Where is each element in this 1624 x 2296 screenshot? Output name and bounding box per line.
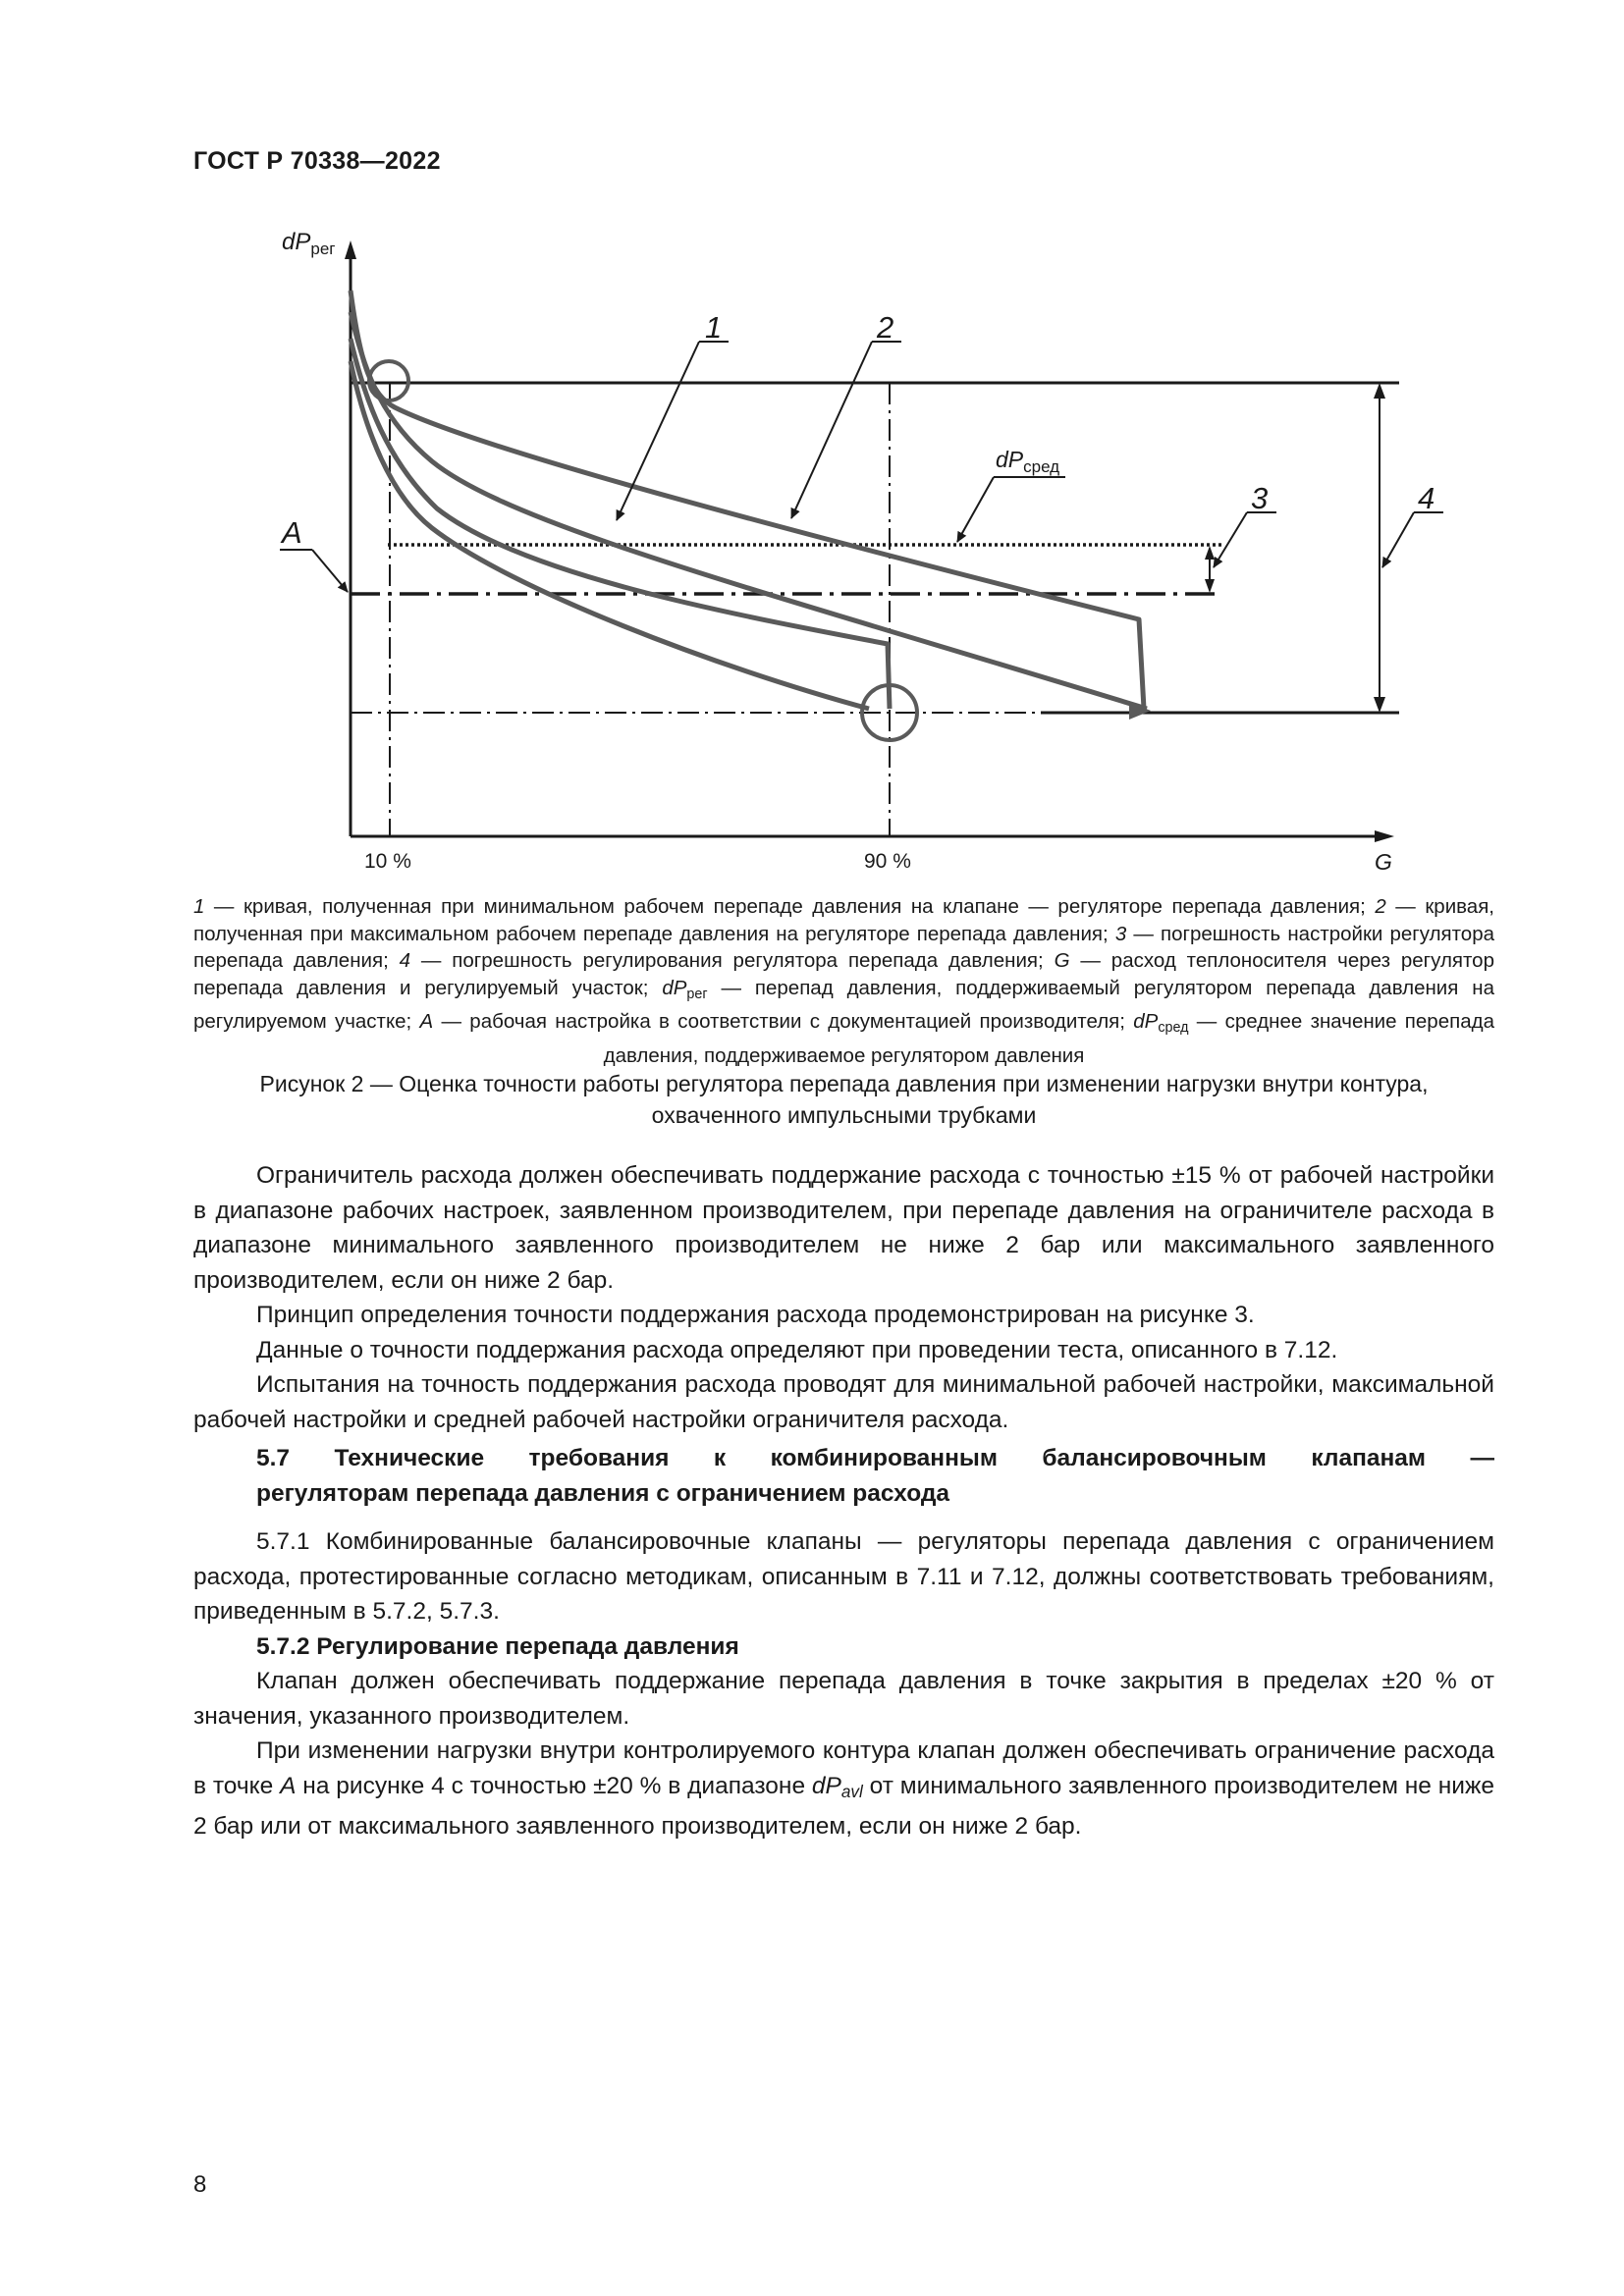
paragraph-tests: Испытания на точность поддержания расхода проводят для минимальной рабочей настройки, максимальной рабочей настройки и средней рабочей настройки ограничителя расхода. <box>193 1371 1494 1433</box>
p572b-dpavl: dP <box>811 1772 841 1799</box>
p572b-dpavl-sub: avl <box>840 1781 863 1801</box>
dpsred-label-sub: сред <box>1023 457 1060 476</box>
dpsred-label <box>996 447 1059 476</box>
p572b-part-3: от минимального заявленного производителем не ниже 2 бар или от максимального заявленного производителем, если он ниже 2 бар. <box>193 1772 1494 1840</box>
p572b-point-A: A <box>280 1772 297 1799</box>
p572b-part-1: При изменении нагрузки внутри контролируемого контура клапан должен обеспечивать ограничение расхода в точке <box>193 1737 1494 1799</box>
figure-legend <box>193 893 1494 1069</box>
legend-text-G: — расход теплоносителя через регулятор перепада давления и регулируемый участок; <box>193 949 1494 999</box>
curve-outer <box>351 291 1144 709</box>
leader-4 <box>1382 512 1414 567</box>
figure-2 <box>0 0 1624 883</box>
page-number: 8 <box>193 2171 207 2198</box>
dim-3-arrow-top <box>1205 546 1215 560</box>
section-5-7-heading-line-2: регуляторам перепада давления с ограничением расхода <box>256 1479 950 1507</box>
legend-key-2: 2 <box>1375 895 1386 918</box>
dim-4-arrow-bot <box>1374 697 1385 713</box>
paragraph-accuracy-data: Данные о точности поддержания расхода определяют при проведении теста, описанного в 7.12. <box>256 1336 1338 1363</box>
x-axis-label: G <box>1375 849 1392 875</box>
legend-text-2: — кривая, полученная при максимальном рабочем перепаде давления на регуляторе перепада давления; <box>193 895 1495 945</box>
legend-text-4: — погрешность регулирования регулятора перепада давления; <box>410 949 1055 972</box>
leader-2 <box>791 342 872 518</box>
paragraph-5-7-1: 5.7.1 Комбинированные балансировочные клапаны — регуляторы перепада давления с ограничением расхода, протестированные согласно методикам, описанным в 7.11 и 7.12, должны соответствовать требованиям, приведенным в 5.7.2, 5.7.3. <box>193 1528 1494 1625</box>
section-5-7-2-heading: 5.7.2 Регулирование перепада давления <box>256 1632 739 1660</box>
dpsred-label-main: dP <box>996 447 1024 472</box>
legend-key-G: G <box>1054 949 1070 972</box>
legend-key-4: 4 <box>399 949 411 972</box>
paragraph-5-7-2-b <box>193 1734 1494 1844</box>
caption-line-2: охваченного импульсными трубками <box>651 1102 1037 1128</box>
label-A: A <box>282 515 302 550</box>
legend-key-dpsred: dP <box>1133 1010 1159 1033</box>
dim-4-arrow-top <box>1374 383 1385 399</box>
legend-key-1: 1 <box>193 895 205 918</box>
leader-A <box>312 550 348 592</box>
x-tick-90: 90 % <box>864 850 911 873</box>
label-3: 3 <box>1251 481 1269 515</box>
leader-3 <box>1214 512 1247 567</box>
section-5-7-heading <box>193 1441 1494 1511</box>
dim-3-arrow-bot <box>1205 579 1215 593</box>
y-axis-arrow <box>345 240 356 259</box>
figure-caption <box>193 1068 1494 1131</box>
y-axis-label-main: dP <box>282 229 311 255</box>
x-axis-arrow <box>1375 830 1394 842</box>
legend-key-dpreg: dP <box>662 976 687 999</box>
y-axis-label <box>282 229 335 258</box>
figure-2-diagram <box>0 0 1624 883</box>
legend-text-dpreg: — перепад давления, поддерживаемый регулятором перепада давления на регулируемом участке; <box>193 976 1494 1033</box>
caption-line-1: Рисунок 2 — Оценка точности работы регулятора перепада давления при изменении нагрузки внутри контура, <box>259 1071 1429 1096</box>
leader-dpsred <box>957 477 994 542</box>
legend-key-dpsred-sub: сред <box>1158 1020 1189 1036</box>
body-text <box>193 1158 1494 1844</box>
curve-second <box>351 312 1147 709</box>
document-header: ГОСТ Р 70338—2022 <box>193 147 441 175</box>
label-1: 1 <box>705 310 723 345</box>
y-axis-label-sub: рег <box>310 240 336 258</box>
legend-key-A: A <box>419 1010 434 1033</box>
p572b-part-2: на рисунке 4 с точностью ±20 % в диапазоне <box>296 1772 812 1799</box>
paragraph-principle: Принцип определения точности поддержания расхода продемонстрирован на рисунке 3. <box>256 1302 1255 1328</box>
paragraph-flow-limiter: Ограничитель расхода должен обеспечивать поддержание расхода с точностью ±15 % от рабочей настройки в диапазоне рабочих настроек, заявленном производителем, при перепаде давления на ограничителе расхода в диапазоне минимального заявленного производителем не ниже 2 бар или максимального заявленного производителем, если он ниже 2 бар. <box>193 1162 1494 1294</box>
curve-inner <box>351 361 869 709</box>
legend-key-dpreg-sub: рег <box>686 986 708 1002</box>
x-tick-10: 10 % <box>364 850 411 873</box>
legend-text-dpsred: — среднее значение перепада давления, поддерживаемое регулятором давления <box>603 1010 1494 1067</box>
section-5-7-heading-line-1: 5.7 Технические требования к комбинированным балансировочным клапанам — <box>256 1445 1494 1471</box>
label-2: 2 <box>877 310 894 345</box>
paragraph-5-7-2-a: Клапан должен обеспечивать поддержание перепада давления в точке закрытия в пределах ±20 % от значения, указанного производителем. <box>193 1668 1494 1730</box>
legend-text-1: — кривая, полученная при минимальном рабочем перепаде давления на клапане — регуляторе перепада давления; <box>204 895 1376 918</box>
legend-text-3: — погрешность настройки регулятора перепада давления; <box>193 922 1494 972</box>
curve-third <box>351 339 890 709</box>
legend-key-3: 3 <box>1114 922 1127 945</box>
legend-text-A: — рабочая настройка в соответствии с документацией производителя; <box>433 1010 1134 1033</box>
label-4: 4 <box>1418 481 1435 515</box>
